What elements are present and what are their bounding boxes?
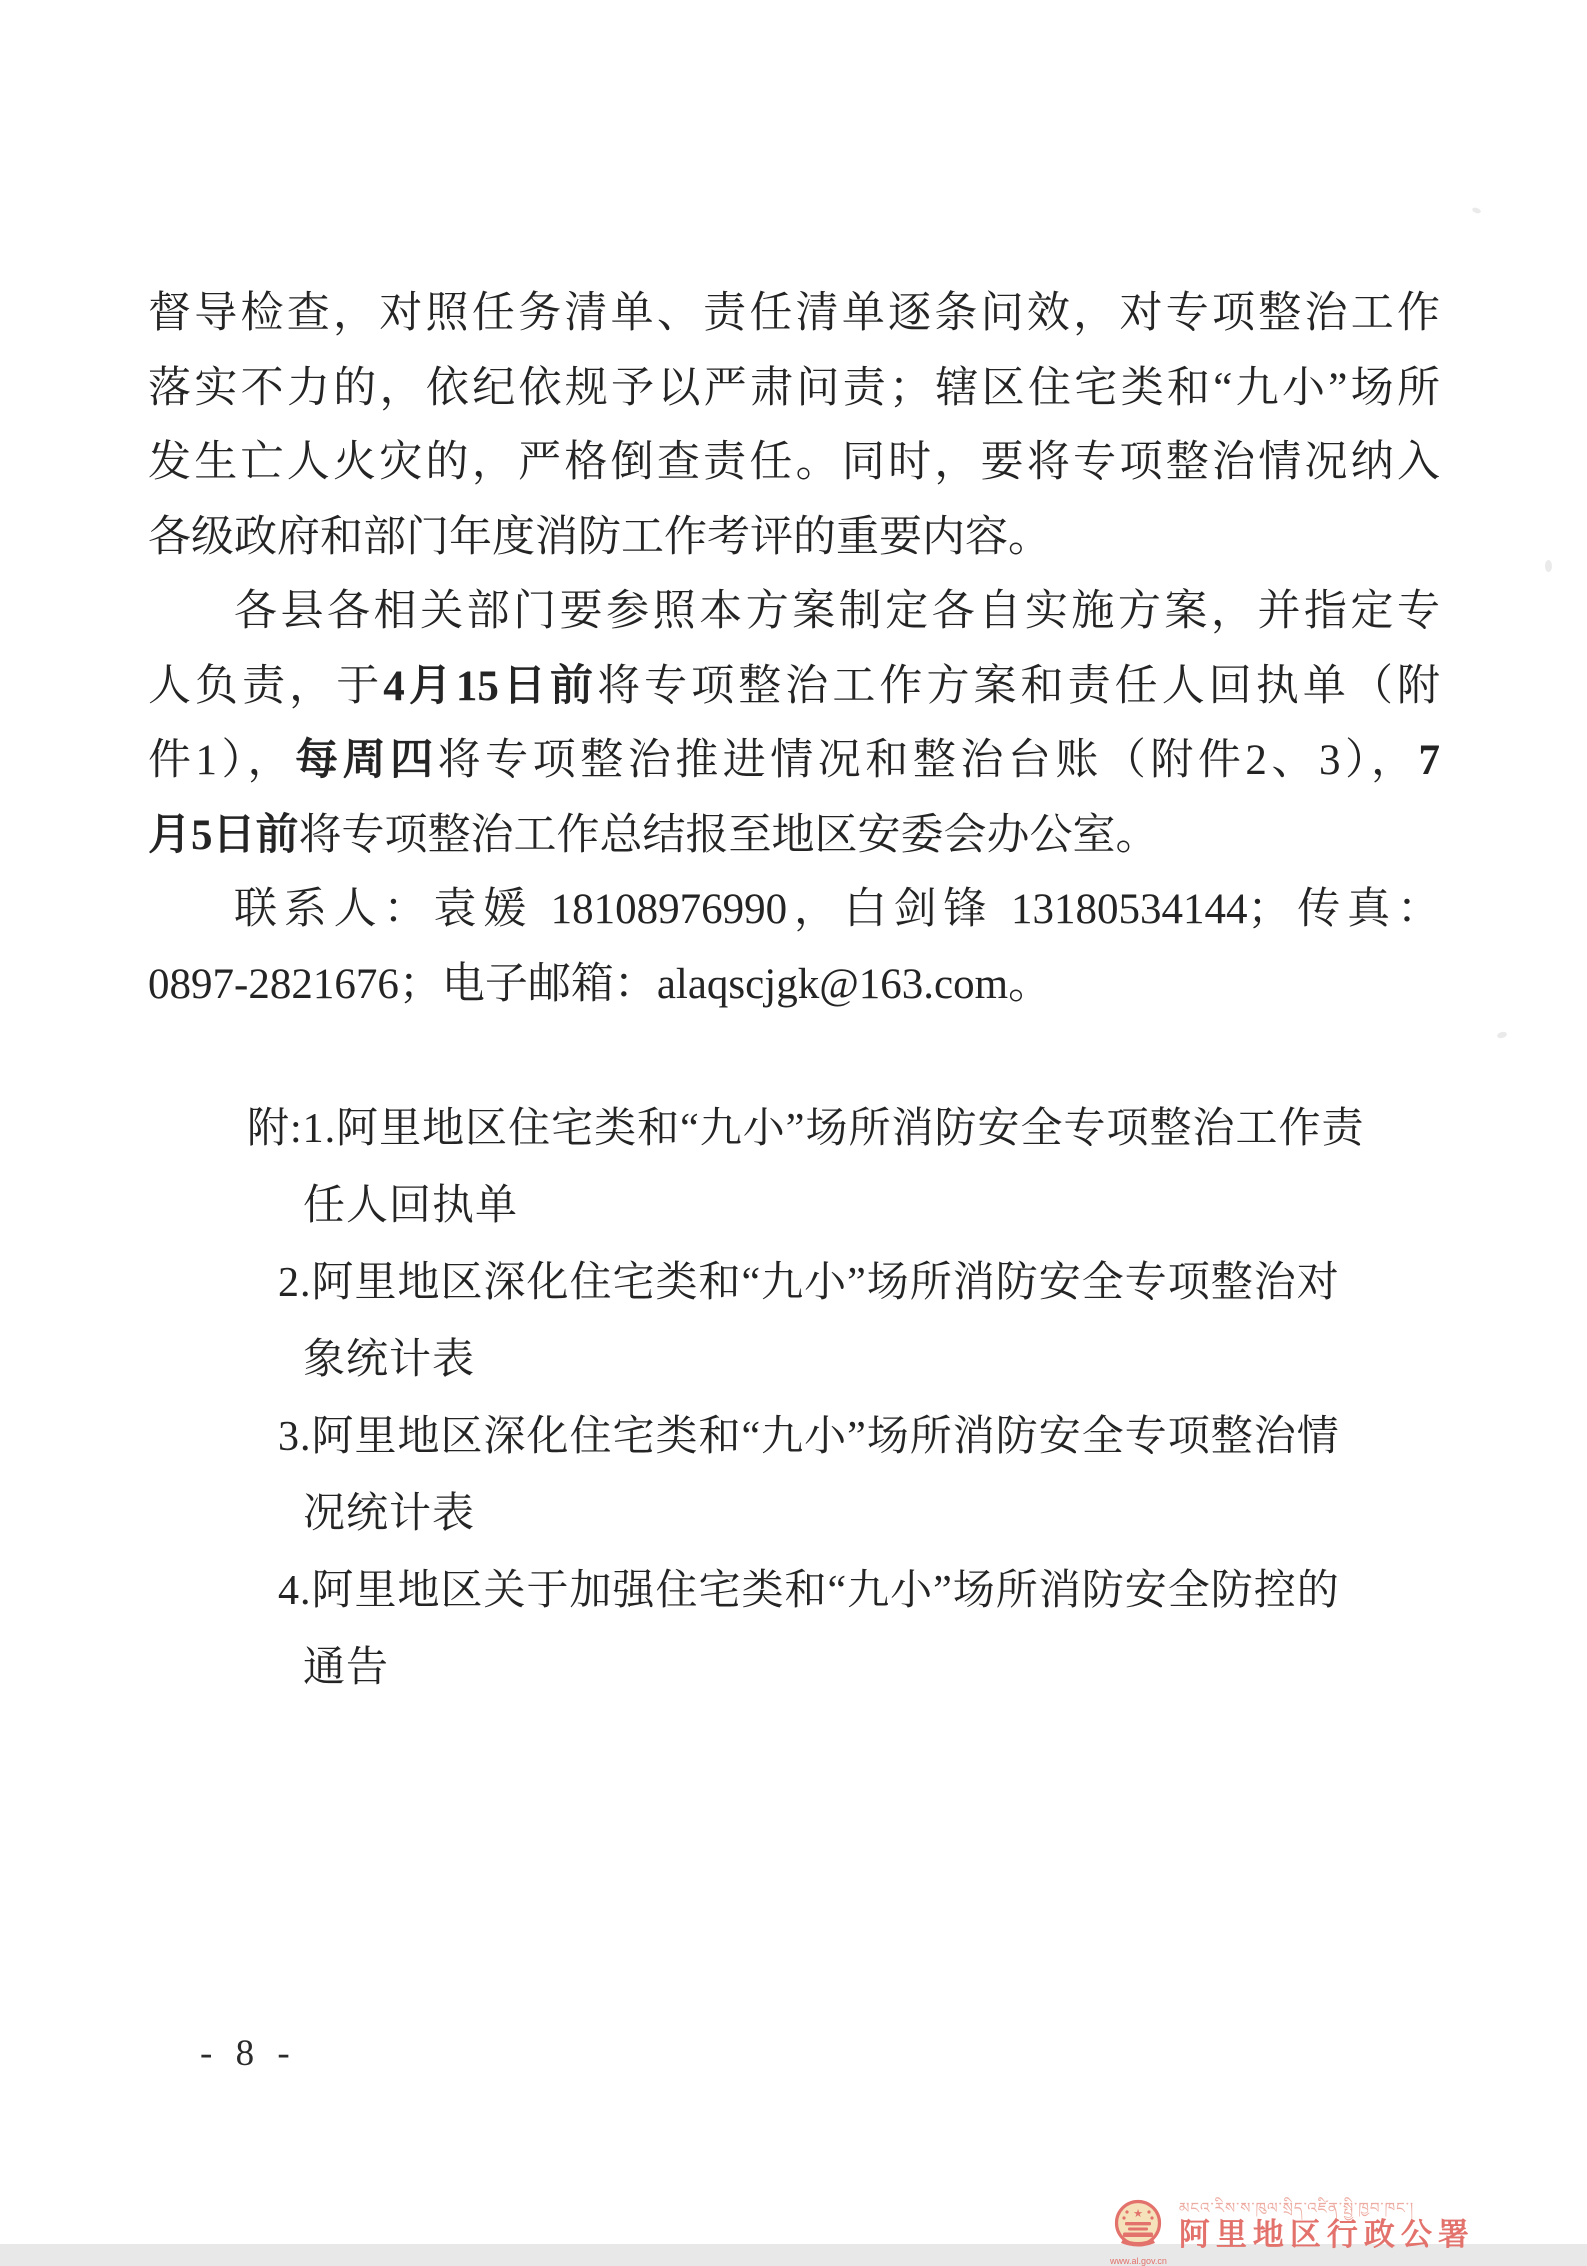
paragraph-1: [148, 277, 1440, 575]
attachment-line: [148, 1553, 1440, 1630]
svg-text:★: ★: [1133, 2207, 1144, 2220]
text-segment: 将专项整治工作总结报至地区安委会办公室。: [298, 811, 1159, 859]
stamp-agency-name: 阿里地区行政公署: [1178, 2217, 1475, 2252]
text-segment: 联系人：袁媛 18108976990，白剑锋 13180534144；传真：: [234, 886, 1440, 933]
attachment-line: [148, 1091, 1440, 1168]
stamp-text-column: [1179, 2198, 1475, 2252]
scan-speck: [1545, 560, 1552, 572]
text-segment-bold: 4月15日前: [383, 662, 598, 710]
stamp-website: www.al.gov.cn: [1110, 2256, 1167, 2266]
text-segment: 通告: [303, 1645, 390, 1691]
attachment-line: [148, 1322, 1440, 1399]
text-line: [148, 575, 1440, 650]
text-line: [148, 426, 1440, 501]
text-segment: 0897-2821676；电子邮箱：alaqscjgk@163.com。: [148, 960, 1052, 1008]
text-line: [148, 650, 1440, 725]
text-segment: 任人回执单: [303, 1183, 519, 1229]
text-line: [148, 352, 1440, 427]
text-line: [148, 948, 1440, 1023]
text-segment: 人负责，于: [148, 662, 384, 710]
agency-stamp: [1110, 2198, 1475, 2266]
text-segment-bold: 每周四: [295, 737, 438, 784]
emblem-column: [1110, 2198, 1167, 2266]
text-segment: 附:1.阿里地区住宅类和“九小”场所消防安全专项整治工作责: [247, 1106, 1365, 1152]
body-text: [148, 277, 1440, 1022]
attachment-line: [148, 1399, 1440, 1476]
text-segment: 各县各相关部门要参照本方案制定各自实施方案，并指定专: [234, 588, 1440, 635]
text-segment: 件1），: [148, 737, 296, 784]
national-emblem-icon: [1114, 2198, 1162, 2255]
attachment-line: [148, 1630, 1440, 1707]
text-segment-bold: 月5日前: [148, 811, 299, 859]
text-segment: 将专项整治推进情况和整治台账（附件2、3），: [437, 737, 1419, 784]
page-number: - 8 -: [200, 2033, 297, 2074]
text-line: [148, 501, 1440, 576]
text-segment: 各级政府和部门年度消防工作考评的重要内容。: [148, 513, 1051, 561]
text-segment: 将专项整治工作方案和责任人回执单（附: [597, 662, 1441, 710]
paragraph-3: [148, 873, 1440, 1022]
text-line: [148, 873, 1440, 948]
text-segment: 督导检查，对照任务清单、责任清单逐条问效，对专项整治工作: [148, 290, 1440, 337]
attachment-list: [148, 1091, 1440, 1707]
text-segment: 3.阿里地区深化住宅类和“九小”场所消防安全专项整治情: [278, 1414, 1340, 1460]
text-segment: 4.阿里地区关于加强住宅类和“九小”场所消防安全防控的: [278, 1568, 1340, 1614]
scan-speck: [1496, 1031, 1507, 1039]
text-segment: 2.阿里地区深化住宅类和“九小”场所消防安全专项整治对: [278, 1260, 1340, 1306]
text-line: [148, 799, 1440, 874]
attachment-line: [148, 1476, 1440, 1553]
attachment-line: [148, 1168, 1440, 1245]
text-segment: 况统计表: [303, 1491, 476, 1537]
attachment-line: [148, 1245, 1440, 1322]
stamp-tibetan-text: མངའ་རིས་ས་ཁུལ་སྲིད་འཛིན་སྤྱི་ཁྱབ་ཁང་།: [1178, 2199, 1415, 2217]
text-segment: 发生亡人火灾的，严格倒查责任。同时，要将专项整治情况纳入: [148, 439, 1440, 486]
text-segment-bold: 7: [1418, 737, 1441, 784]
text-segment: 落实不力的，依纪依规予以严肃问责；辖区住宅类和“九小”场所: [148, 364, 1440, 412]
text-line: [148, 277, 1440, 352]
text-segment: 象统计表: [303, 1337, 476, 1383]
scan-speck: [1471, 207, 1481, 215]
text-line: [148, 724, 1440, 799]
paragraph-2: [148, 575, 1440, 873]
